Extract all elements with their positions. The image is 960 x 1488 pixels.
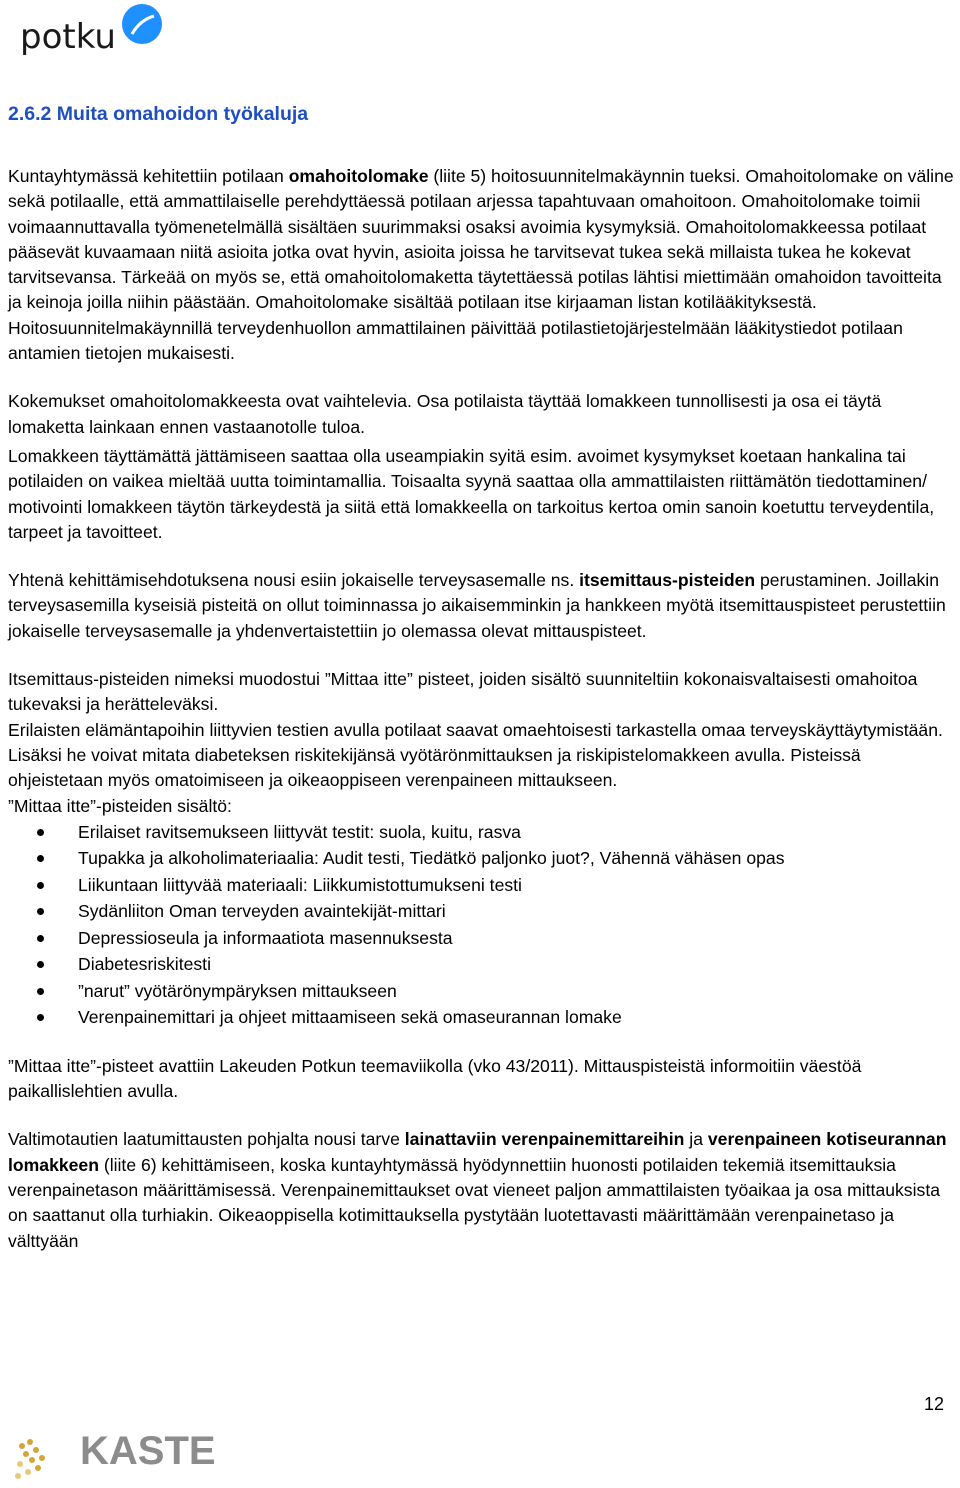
list-item: Liikuntaan liittyvää materiaali: Liikkumistottumukseni testi <box>8 872 954 899</box>
potku-logo-text: potku <box>20 17 116 57</box>
list-item: Erilaiset ravitsemukseen liittyvät testit: suola, kuitu, rasva <box>8 819 954 846</box>
bullet-list <box>8 819 954 1031</box>
kaste-logo-text: KASTE <box>80 1429 216 1473</box>
list-intro: ”Mittaa itte”-pisteiden sisältö: <box>8 795 232 816</box>
paragraph-omahoitolomake: Kuntayhtymässä kehitettiin potilaan omahoitolomake (liite 5) hoitosuunnitelmakäynnin tueksi. Omahoitolomake on väline sekä potilaalle, että ammattilaiselle perehdyttäessä potilaan arjessa tapahtuvaan omahoitoon. Omahoitolomake toimii voimaannuttavalla työmenetelmällä sisältäen suurimmaksi osaksi avoimia kysymyksiä. Omahoitolomakkeessa potilaat pääsevät kuvaamaan niitä asioita jotka ovat hyvin, asioita joissa he tarvitsevat tukea sekä millaista tukea he kokevat tarvitsevansa. Tärkeää on myös se, että omahoitolomaketta täytettäessä potilas lähtisi miettimään omahoidon tavoitteita ja keinoja joilla niihin päästään. Omahoitolomake sisältää potilaan itse kirjaaman listan kotilääkityksestä. Hoitosuunnitelmakäynnillä terveydenhuollon ammattilainen päivittää potilastietojärjestelmään lääkitystiedot potilaan antamien tietojen mukaisesti. <box>8 166 954 364</box>
list-item: Verenpainemittari ja ohjeet mittaamiseen sekä omaseurannan lomake <box>8 1004 954 1031</box>
list-item: ”narut” vyötärönympäryksen mittaukseen <box>8 978 954 1005</box>
list-item: Sydänliiton Oman terveyden avaintekijät-mittari <box>8 898 954 925</box>
paragraph-kokemukset: Kokemukset omahoitolomakkeesta ovat vaihtelevia. Osa potilaista täyttää lomakkeen tunnollisesti ja osa ei täytä lomaketta lainkaan ennen vastaanotolle tuloa. <box>8 391 882 437</box>
paragraph-syyt: Lomakkeen täyttämättä jättämiseen saattaa olla useampiakin syitä esim. avoimet kysymykset koetaan hankalina tai potilaiden on vaikea mieltää uutta toimintamallia. Toisaalta syynä saattaa olla ammattilaisten riittämätön tiedottaminen/ motivointi lomakkeen täytön tärkeydestä ja siitä että lomakkeella on tarkoitus kertoa omin sanoin koetuttu terveydentila, tarpeet ja tavoitteet. <box>8 445 935 542</box>
list-item: Depressioseula ja informaatiota masennuksesta <box>8 925 954 952</box>
paragraph-verenpaine: Valtimotautien laatumittausten pohjalta nousi tarve lainattaviin verenpainemittareihin ja verenpaineen kotiseurannan lomakkeen (liite 6) kehittämiseen, koska kuntayhtymässä hyödynnettiin huonosti potilaiden tekemiä itsemittauksia verenpainetason määrittämisessä. Verenpainemittaukset ovat vieneet paljon ammattilaisten työaikaa ja osa mittauksista on saattanut olla turhiakin. Oikeaoppisella kotimittauksella pystytään luotettavasti määrittämään verenpainetaso ja välttyään <box>8 1129 947 1251</box>
potku-logo <box>16 2 176 66</box>
kaste-logo-mark <box>15 1439 45 1479</box>
page-number: 12 <box>923 1394 944 1414</box>
kaste-logo <box>10 1416 220 1486</box>
section-heading: 2.6.2 Muita omahoidon työkaluja <box>8 103 309 125</box>
paragraph-teemaviikko: ”Mittaa itte”-pisteet avattiin Lakeuden Potkun teemaviikolla (vko 43/2011). Mittauspisteistä informoitiin väestöä paikallislehtien avulla. <box>8 1055 862 1102</box>
paragraph-testit: Erilaisten elämäntapoihin liittyvien testien avulla potilaat saavat omaehtoisesti tarkastella omaa terveyskäyttäytymistään. Lisäksi he voivat mitata diabeteksen riskitekijänsä vyötärönmittauksen ja riskipistelomakkeen avulla. Pisteissä ohjeistetaan myös omatoimiseen ja oikeaoppiseen verenpaineen mittaukseen. <box>8 719 943 791</box>
list-item: Tupakka ja alkoholimateriaalia: Audit testi, Tiedätkö paljonko juot?, Vähennä vähäsen opas <box>8 845 954 872</box>
paragraph-itsemittaus: Yhtenä kehittämisehdotuksena nousi esiin jokaiselle terveysasemalle ns. itsemittaus-pisteiden perustaminen. Joillakin terveysasemilla kyseisiä pisteitä on ollut toiminnassa jo aikaisemminkin ja hankkeen myötä itsemittauspisteet perustettiin jokaiselle terveysasemalle ja yhdenvertaistettiin jo olemassa olevat mittauspisteet. <box>8 570 946 641</box>
body-text <box>8 164 954 1254</box>
paragraph-mittaa-itte: Itsemittaus-pisteiden nimeksi muodostui ”Mittaa itte” pisteet, joiden sisältö suunniteltiin kokonaisvaltaisesti omahoitoa tukevaksi ja herätteleväksi. <box>8 669 918 715</box>
list-item: Diabetesriskitesti <box>8 951 954 978</box>
